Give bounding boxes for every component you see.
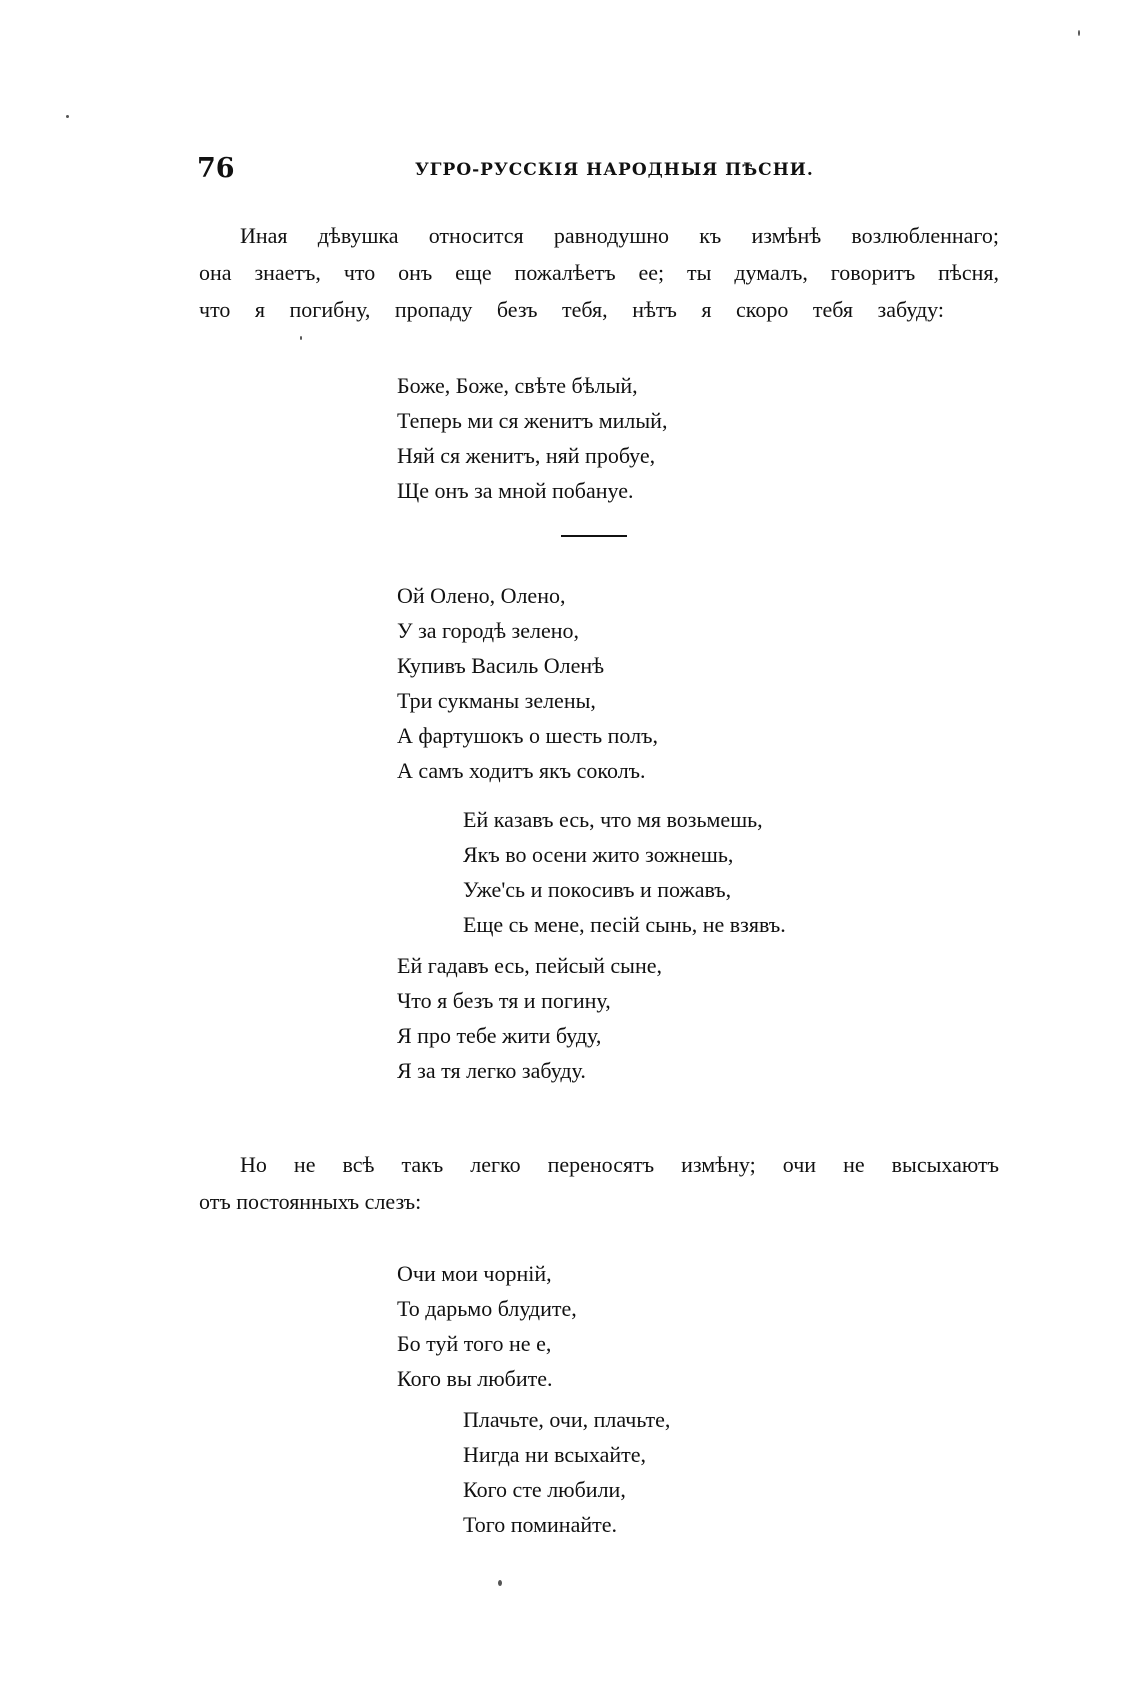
verse-line: Плачьте, очи, плачьте, [463, 1407, 671, 1432]
verse-stanza-3 [463, 802, 786, 942]
verse-stanza-1 [397, 368, 667, 508]
verse-line: Того поминайте. [463, 1512, 617, 1537]
scan-speck [300, 336, 302, 340]
verse-line: Еще сь мене, песій сынь, не взявъ. [463, 912, 786, 937]
scan-speck [66, 115, 69, 118]
verse-stanza-2 [397, 578, 658, 788]
verse-line: Уже'сь и покосивъ и пожавъ, [463, 877, 732, 902]
verse-line: Кого вы любите. [397, 1366, 553, 1391]
paragraph-line: она знаетъ, что онъ еще пожалѣетъ ее; ты думалъ, говоритъ пѣсня, [199, 260, 999, 285]
verse-line: Я про тебе жити буду, [397, 1023, 602, 1048]
verse-line: Три сукманы зелены, [397, 688, 596, 713]
verse-line: Теперь ми ся женитъ милый, [397, 408, 668, 433]
verse-line: Я за тя легко забуду. [397, 1058, 586, 1083]
paragraph-line: что я погибну, пропаду безъ тебя, нѣтъ я скоро тебя забуду: [199, 297, 944, 322]
verse-line: Очи мои чорній, [397, 1261, 552, 1286]
verse-line: Нигда ни всыхайте, [463, 1442, 647, 1467]
verse-line: То дарьмо блудите, [397, 1296, 577, 1321]
paragraph-2 [199, 1146, 999, 1220]
scan-speck [1078, 30, 1080, 36]
paragraph-line: Но не всѣ такъ легко переносятъ измѣну; очи не высыхаютъ [240, 1152, 999, 1177]
verse-line: У за городѣ зелено, [397, 618, 579, 643]
verse-line: Что я безъ тя и погину, [397, 988, 611, 1013]
verse-line: А фартушокъ о шесть полъ, [397, 723, 658, 748]
verse-line: Ой Олено, Олено, [397, 583, 566, 608]
scan-speck [498, 1580, 502, 1586]
paragraph-1 [199, 217, 999, 328]
verse-line: Бо туй того не е, [397, 1331, 552, 1356]
section-divider [561, 535, 627, 537]
verse-line: Ще онъ за мной побануе. [397, 478, 634, 503]
verse-line: Ей казавъ есь, что мя возьмешь, [463, 807, 763, 832]
verse-line: Купивъ Василь Оленѣ [397, 653, 605, 678]
verse-line: Якъ во осени жито зожнешь, [463, 842, 734, 867]
verse-stanza-5 [397, 1256, 577, 1396]
running-title: УГРО-РУССКІЯ НАРОДНЫЯ ПѢСНИ. [415, 160, 814, 180]
verse-line: А самъ ходитъ якъ соколъ. [397, 758, 646, 783]
paragraph-line: отъ постоянныхъ слезъ: [199, 1189, 422, 1214]
verse-stanza-4 [397, 948, 662, 1088]
verse-line: Кого сте любили, [463, 1477, 626, 1502]
verse-stanza-6 [463, 1402, 670, 1542]
verse-line: Боже, Боже, свѣте бѣлый, [397, 373, 638, 398]
page-number: 76 [197, 153, 235, 184]
verse-line: Няй ся женитъ, няй пробуе, [397, 443, 656, 468]
verse-line: Ей гадавъ есь, пейсый сыне, [397, 953, 662, 978]
paragraph-line: Иная дѣвушка относится равнодушно къ измѣнѣ возлюбленнаго; [240, 223, 999, 248]
